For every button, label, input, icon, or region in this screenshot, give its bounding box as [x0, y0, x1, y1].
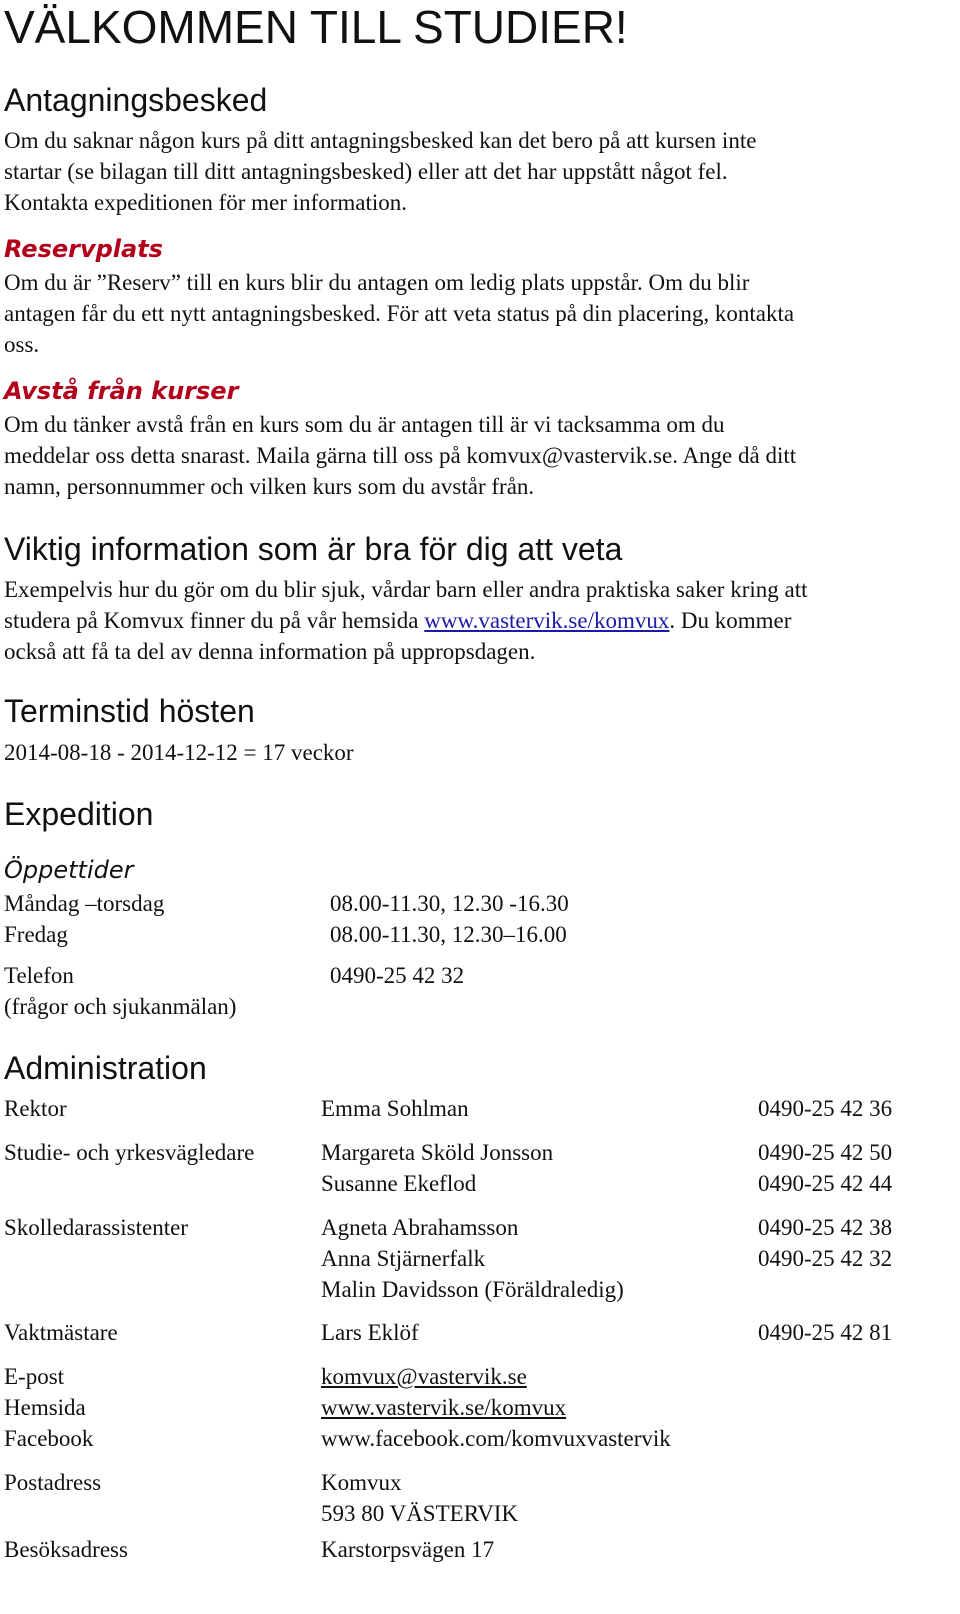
administration-heading: Administration [4, 1050, 207, 1086]
hours-label: Fredag [4, 922, 68, 947]
hours-value: 08.00-11.30, 12.30–16.00 [330, 922, 567, 947]
admin-name: Lars Eklöf [321, 1320, 419, 1345]
antagning-heading: Antagningsbesked [4, 82, 268, 118]
antagning-line: startar (se bilagan till ditt antagningsbesked) eller att det har uppstått något fel. [4, 159, 728, 184]
avsta-line: namn, personnummer och vilken kurs som du avstår från. [4, 474, 535, 499]
admin-phone: 0490-25 42 32 [758, 1246, 893, 1271]
reservplats-line: Om du är ”Reserv” till en kurs blir du antagen om ledig plats uppstår. Om du blir [4, 270, 750, 295]
admin-name: Susanne Ekeflod [321, 1171, 477, 1196]
antagning-line: Kontakta expeditionen för mer information. [4, 190, 408, 215]
reservplats-line: oss. [4, 332, 40, 357]
viktig-line2-post: . Du kommer [669, 608, 792, 633]
reservplats-line: antagen får du ett nytt antagningsbesked. För att veta status på din placering, kontakta [4, 301, 795, 326]
admin-name: Agneta Abrahamsson [321, 1215, 519, 1240]
contact-label: E-post [4, 1364, 65, 1389]
admin-role: Skolledarassistenter [4, 1215, 188, 1240]
admin-phone: 0490-25 42 36 [758, 1096, 893, 1121]
postadress-label: Postadress [4, 1470, 102, 1495]
admin-role: Vaktmästare [4, 1320, 118, 1345]
viktig-line [4, 605, 934, 636]
avsta-line: meddelar oss detta snarast. Maila gärna till oss på komvux@vastervik.se. Ange då ditt [4, 443, 797, 468]
page-title: VÄLKOMMEN TILL STUDIER! [4, 1, 628, 53]
admin-name: Emma Sohlman [321, 1096, 469, 1121]
viktig-line: också att få ta del av denna information på uppropsdagen. [4, 639, 536, 664]
viktig-heading: Viktig information som är bra för dig att veta [4, 531, 623, 567]
website-link[interactable]: www.vastervik.se/komvux [321, 1395, 567, 1420]
admin-phone: 0490-25 42 44 [758, 1171, 893, 1196]
antagning-text [4, 125, 934, 218]
postadress-line: Komvux [321, 1470, 402, 1495]
reservplats-heading: Reservplats [4, 235, 163, 263]
admin-phone: 0490-25 42 81 [758, 1320, 893, 1345]
admin-phone: 0490-25 42 38 [758, 1215, 893, 1240]
admin-phone: 0490-25 42 50 [758, 1140, 893, 1165]
postadress-line: 593 80 VÄSTERVIK [321, 1501, 519, 1526]
admin-name: Malin Davidsson (Föräldraledig) [321, 1277, 624, 1302]
avsta-text [4, 409, 934, 502]
terminstid-text: 2014-08-18 - 2014-12-12 = 17 veckor [4, 740, 354, 765]
phone-label: Telefon [4, 963, 74, 988]
email-link[interactable]: komvux@vastervik.se [321, 1364, 527, 1389]
phone-value: 0490-25 42 32 [330, 963, 465, 988]
oppettider-heading: Öppettider [4, 856, 134, 884]
besok-label: Besöksadress [4, 1537, 128, 1562]
avsta-line: Om du tänker avstå från en kurs som du är antagen till är vi tacksamma om du [4, 412, 725, 437]
terminstid-heading: Terminstid hösten [4, 693, 255, 729]
viktig-line: Exempelvis hur du gör om du blir sjuk, vårdar barn eller andra praktiska saker kring att [4, 577, 808, 602]
admin-role: Rektor [4, 1096, 67, 1121]
hours-label: Måndag –torsdag [4, 891, 165, 916]
viktig-line2-pre: studera på Komvux finner du på vår hemsida [4, 608, 425, 633]
facebook-value: www.facebook.com/komvuxvastervik [321, 1426, 671, 1451]
contact-label: Hemsida [4, 1395, 86, 1420]
contact-label: Facebook [4, 1426, 94, 1451]
admin-role: Studie- och yrkesvägledare [4, 1140, 255, 1165]
antagning-line: Om du saknar någon kurs på ditt antagningsbesked kan det bero på att kursen inte [4, 128, 757, 153]
phone-note: (frågor och sjukanmälan) [4, 994, 237, 1019]
reservplats-text [4, 267, 934, 360]
avsta-heading: Avstå från kurser [4, 377, 239, 405]
expedition-heading: Expedition [4, 796, 154, 832]
besok-value: Karstorpsvägen 17 [321, 1537, 495, 1562]
admin-name: Margareta Sköld Jonsson [321, 1140, 554, 1165]
viktig-text [4, 574, 934, 667]
hours-value: 08.00-11.30, 12.30 -16.30 [330, 891, 569, 916]
homepage-link[interactable]: www.vastervik.se/komvux [424, 608, 670, 633]
admin-name: Anna Stjärnerfalk [321, 1246, 486, 1271]
